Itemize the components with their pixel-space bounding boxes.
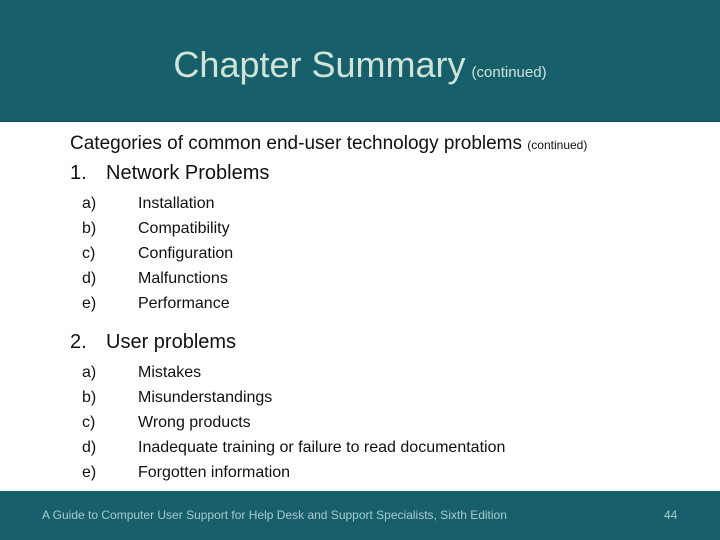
list-item bbox=[82, 216, 587, 241]
title-main: Chapter Summary bbox=[173, 44, 466, 85]
footer-band bbox=[0, 491, 720, 540]
item-letter: b) bbox=[82, 389, 97, 406]
user-problems-list bbox=[70, 360, 587, 485]
list-item bbox=[82, 291, 587, 316]
item-text: Malfunctions bbox=[138, 270, 228, 287]
item-text: Misunderstandings bbox=[138, 389, 273, 406]
footer-text: A Guide to Computer User Support for Help Desk and Support Specialists, Sixth Edition bbox=[42, 508, 507, 522]
section-heading bbox=[70, 159, 587, 187]
slide-title bbox=[0, 44, 720, 86]
title-band bbox=[0, 0, 720, 122]
item-text: Compatibility bbox=[138, 220, 230, 237]
item-letter: b) bbox=[82, 220, 97, 237]
item-letter: e) bbox=[82, 464, 97, 481]
section-title: User problems bbox=[106, 331, 237, 353]
list-item bbox=[82, 241, 587, 266]
item-text: Forgotten information bbox=[138, 464, 291, 481]
section-number: 2. bbox=[70, 331, 87, 353]
item-letter: d) bbox=[82, 439, 97, 456]
item-letter: a) bbox=[82, 364, 97, 381]
item-text: Mistakes bbox=[138, 364, 202, 381]
list-item bbox=[82, 266, 587, 291]
item-text: Wrong products bbox=[138, 414, 251, 431]
title-suffix: (continued) bbox=[471, 64, 547, 81]
item-letter: c) bbox=[82, 414, 96, 431]
section-network bbox=[70, 159, 587, 316]
item-text: Inadequate training or failure to read documentation bbox=[138, 439, 506, 456]
item-letter: c) bbox=[82, 245, 96, 262]
page-number: 44 bbox=[664, 508, 678, 522]
intro-suffix: (continued) bbox=[527, 138, 588, 152]
item-letter: a) bbox=[82, 195, 97, 212]
slide-content bbox=[70, 130, 587, 485]
item-text: Installation bbox=[138, 195, 215, 212]
list-item bbox=[82, 385, 587, 410]
intro-text: Categories of common end-user technology problems bbox=[70, 133, 523, 154]
list-item bbox=[82, 460, 587, 485]
item-text: Performance bbox=[138, 295, 230, 312]
item-letter: e) bbox=[82, 295, 97, 312]
list-item bbox=[82, 360, 587, 385]
section-title: Network Problems bbox=[106, 162, 270, 184]
network-problems-list bbox=[70, 191, 587, 316]
item-text: Configuration bbox=[138, 245, 234, 262]
section-number: 1. bbox=[70, 162, 87, 184]
intro-line bbox=[70, 130, 587, 159]
list-item bbox=[82, 410, 587, 435]
list-item bbox=[82, 191, 587, 216]
item-letter: d) bbox=[82, 270, 97, 287]
list-item bbox=[82, 435, 587, 460]
section-user bbox=[70, 328, 587, 485]
section-heading bbox=[70, 328, 587, 356]
